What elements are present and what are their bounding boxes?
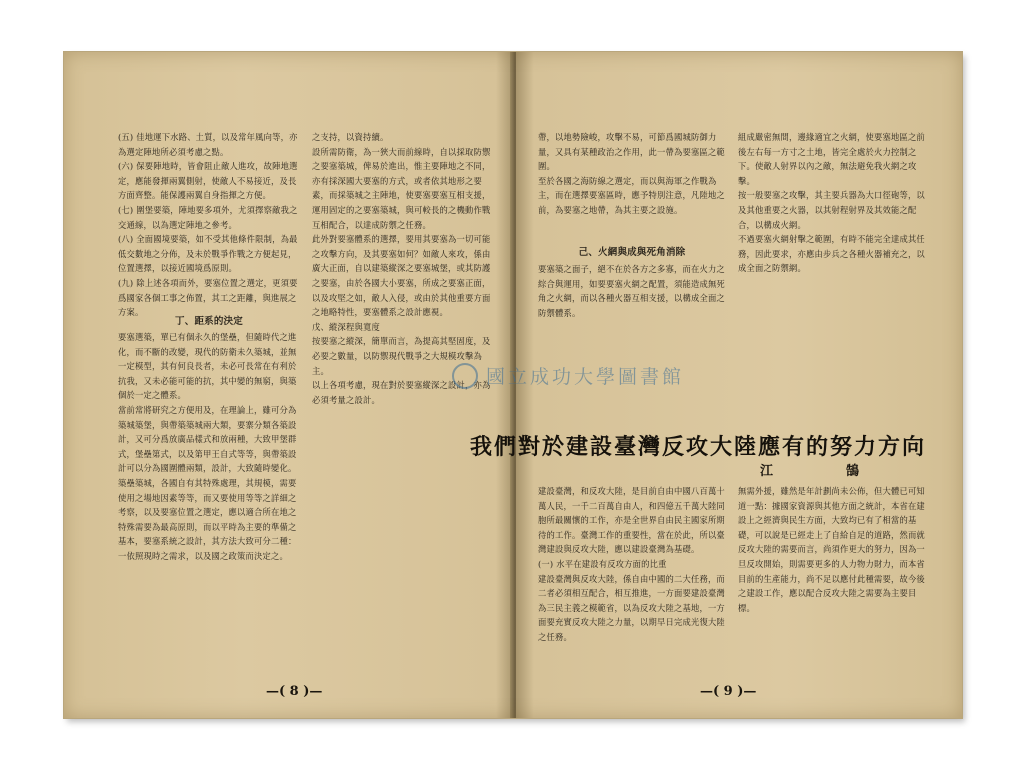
article-author: 江 鵠 bbox=[760, 464, 890, 479]
library-seal-icon bbox=[452, 363, 478, 389]
right-col1-top: 帶，以地勢險峻，攻擊不易，可節爲國城防御力量，又具有某種政治之作用，此一帶為要塞區之範圍。 至於各國之海防線之選定，而以與海軍之作戰為主，而在選擇要塞區時，應予特別注意，凡陸地之前，為要塞之地帶，為其主要之設施。 bbox=[538, 132, 725, 215]
right-subhead: 己、火網與成與死角消除 bbox=[578, 247, 686, 258]
left-page bbox=[64, 52, 514, 718]
page-number-right: —( 9 )— bbox=[700, 684, 757, 699]
right-col1-bottom: 要塞築之面子，絕不在於各方之多寡，而在火力之綜合與運用，如要要塞火網之配置，須能造成無死角之火網，而以各種火器互相支援，以構成全面之防禦體系。 bbox=[538, 264, 725, 318]
article-body-col2: 無需外援，雖然是年計劃尚未公佈，但大體已可知道一點：據國家資源與其他方面之統計，本省在建設上之經濟與民生方面，大致均已有了相當的基礎，可以說是已經走上了自給自足的道路，然而就反攻大陸的需要而言，尚須作更大的努力，因為一旦反攻開始，則需要更多的人力物力財力，而本省目前的生產能力，尚不足以應付此種需要，故今後之建設工作，應以配合反攻大陸之需要為主要目標。 bbox=[738, 486, 925, 613]
library-watermark bbox=[452, 362, 684, 389]
left-subhead: 丁、距系的決定 bbox=[175, 316, 243, 327]
article-title: 我們對於建設臺灣反攻大陸應有的努力方向 bbox=[470, 434, 927, 460]
page-number-left: —( 8 )— bbox=[266, 684, 323, 699]
right-col2: 組成嚴密無間，邊緣適宜之火網，使要塞地區之前後左右每一方寸之土地，皆完全處於火力控制之下。使敵人射界以內之敵，無法避免我火網之攻擊。 按一般要塞之攻擊，其主要兵器為大口徑砲等，以及其他重要之火器，以其射程射界及其效能之配合，以構成火網。 不過要塞火網射擊之範圍，有時不能完全達成其任務，因此要求，亦應由步兵之各種火器補充之，以成全面之防禦網。 bbox=[738, 132, 925, 274]
left-col1-bottom: 要塞選築，單已有個永久的堡壘，但隨時代之進化，而不斷的改變，現代的防衛未久築城，並無一定模型，其有何良長者，未必可長常在有利於抗我，又未必能可能的抗，其中變的無窮，與築個於一定之體系。 當前常將研究之方便用及，在理論上，雖可分為築城築堡，與帶築築城兩大類，要寨分類各築設計，又可分爲放廣品樣式和放兩種，大致甲堡群式，堡壘第式，以及第甲王自式等等，與帶築設計可以分為國圍體兩類，設計，大致隨時變化。 築壘築城，各國自有其特殊處理，其規模，需要使用之場地因素等等，而又要使用等等之詳細之考察，以及要塞位置之選定，應以適合所在地之特殊需要為最高原則，而以平時為主要的準備之基本，要塞系統之設計，其方法大致可分二種：一依照現時之需求，以及國之政策而決定之。 bbox=[118, 332, 297, 561]
left-col2: 之支持，以資持續。 設所需防衛，為一狹大而前線時，自以採取防禦之要塞築城，俾易於進出，惟主要陣地之不同，亦有採深國大要塞的方式，或者依其地形之要素，而採築城之主陣地，使要塞要塞互相支援，運用固定的之要塞築城，與可較長的之機動作戰互相配合，以達成防禦之任務。 此外對要塞體系的選擇，要用其要塞為一切可能之攻擊方向，及其要塞如何？如敵人來攻，係由廣大正面，自以建築縱深之要塞城堡，或其防護之要塞，由於各國大小要塞，所成之要塞正面，以及攻堅之如，敵人入侵，或由於其他重要方面之地略特性，要塞體系之設計應視。 戊、縱深程與寬度 按要塞之縱深，簡單而言，為提高其堅固度，及必要之數量，以防禦現代戰爭之大規模攻擊為主。 以上各項考慮，現在對於要塞縱深之設計，亦為必須考量之設計。 bbox=[312, 132, 491, 405]
watermark-text: 國立成功大學圖書館 bbox=[486, 366, 685, 388]
article-body-col1: 建設臺灣，和反攻大陸，是目前自由中國八百萬十萬人民，一千二百萬自由人，和四億五千萬大陸同胞所最關懷的工作，亦是全世界自由民主國家所期待的工作。臺灣工作的重要性，當在於此，所以臺灣建設與反攻大陸，應以建設臺灣為基礎。 (一) 水平在建設有反攻方面的比重 建設臺灣與反攻大陸，係自由中國的二大任務，而二者必須相互配合，相互推進，一方面要建設臺灣為三民主義之模範省，以為反攻大陸之基地，一方面要充實反攻大陸之力量，以期早日完成光復大陸之任務。 bbox=[538, 486, 725, 642]
left-col1-top: (五) 佳地運下水路、土質，以及常年風向等，亦為選定陣地所必須考慮之點。 (六) 保要陣地時，皆會阻止敵人進攻，故陣地選定，應能發揮兩翼側射，使敵人不易接近，及長方面齊整。能保護兩翼自身指揮之方便。 (七) 圍堡要築，陣地要多項外，尤須擇察敵我之交通線，以為選定陣地之參考。 (八) 全面國境要築，如不受其他條件限制，為最低交數地之分佈，及未於戰爭作戰之方便起見，位置選擇，以接近國境爲原則。 (九) 除上述各項而外，要塞位置之選定，更須要爲國家各個工事之佈置，其工之距離，與進展之方案。 bbox=[118, 132, 298, 318]
